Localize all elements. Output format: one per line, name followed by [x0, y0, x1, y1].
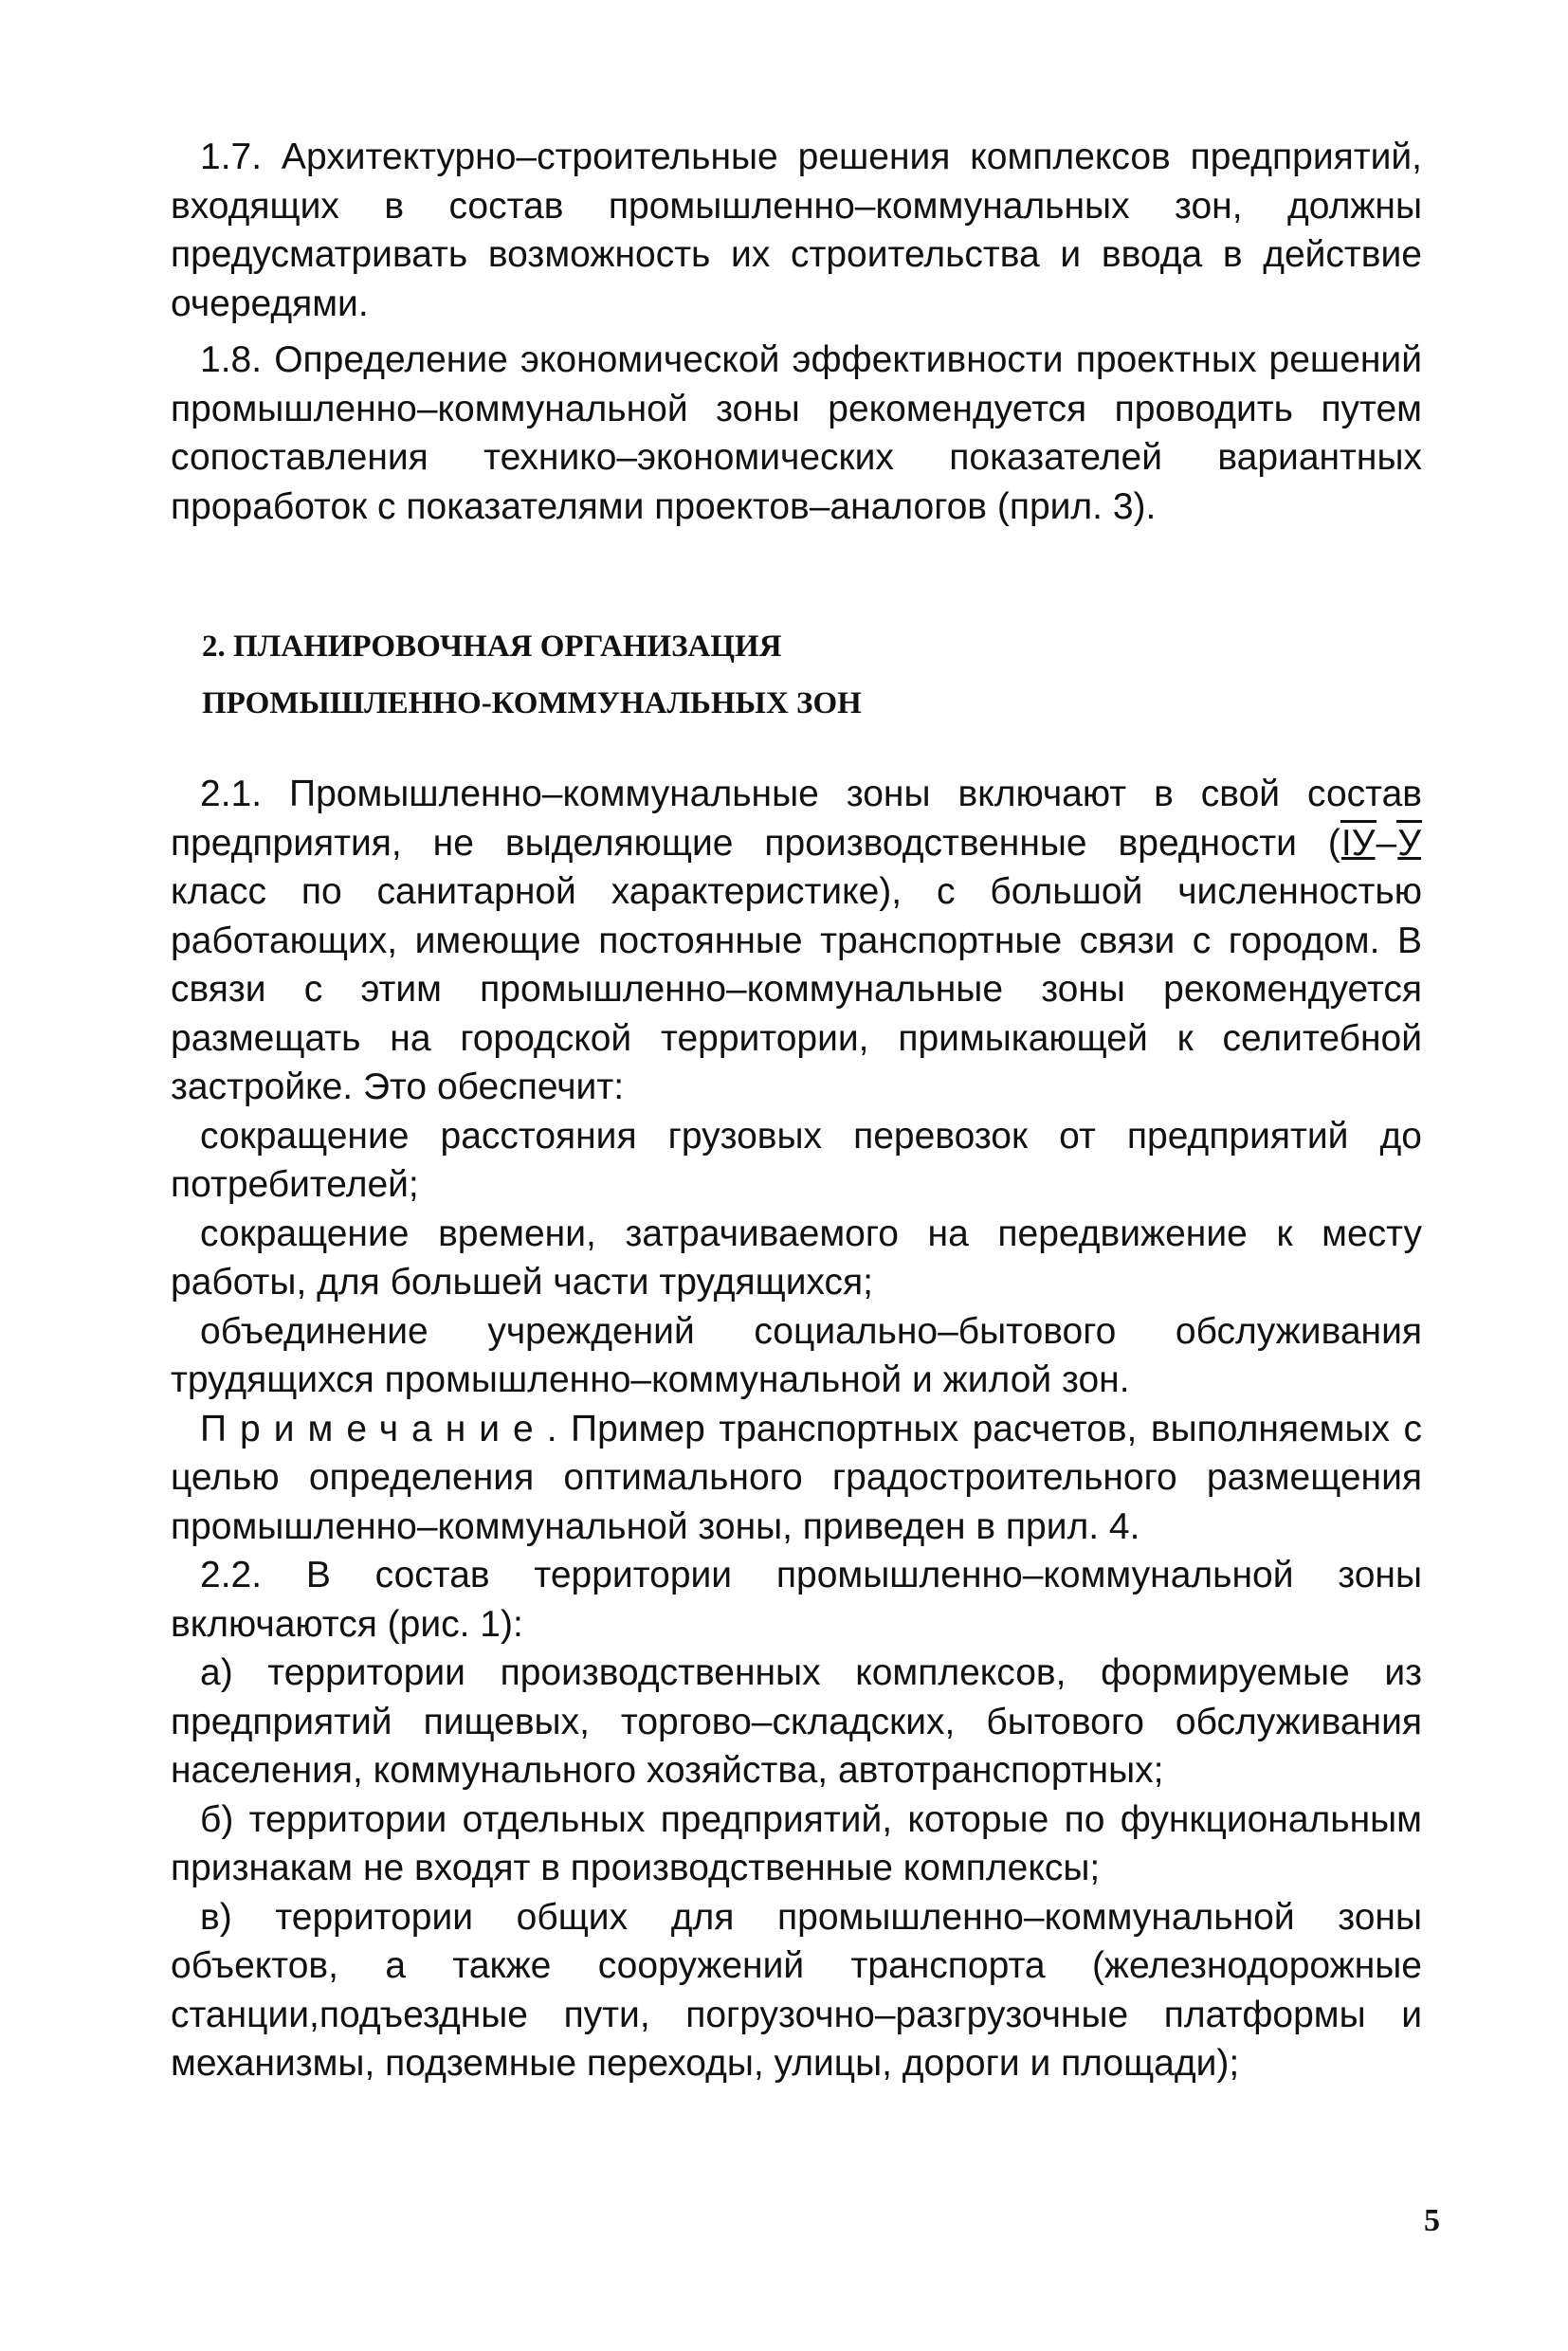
paragraph-2-1-start: 2.1. Промышленно–коммунальные зоны включают в свой состав предприятия, не выделяющие производственные вредности ( [171, 774, 1422, 864]
page-number: 5 [1424, 2203, 1440, 2238]
note-text: . Пример транспортных расчетов, выполняемых с целью определения оптимального градостроительного размещения промышленно–коммунальной зоны, приведен в прил. 4. [171, 1408, 1422, 1547]
paragraph-2-1-end: класс по санитарной характеристике), с большой численностью работающих, имеющие постоянные транспортные связи с городом. В связи с этим промышленно–коммунальные зоны рекомендуется размещать на городской территории, примыкающей к селитебной застройке. Это обеспечит: [171, 871, 1422, 1107]
list-item-a: а) территории производственных комплексов, формируемые из предприятий пищевых, торгово–складских, бытового обслуживания населения, коммунального хозяйства, автотранспортных; [171, 1652, 1422, 1791]
section-heading-line-1: 2. ПЛАНИРОВОЧНАЯ ОРГАНИЗАЦИЯ [202, 629, 782, 664]
class-v-label: У [1396, 820, 1422, 864]
note-paragraph [171, 1405, 1422, 1552]
paragraph-2-1 [171, 770, 1422, 1112]
list-item-b: б) территории отдельных предприятий, которые по функциональным признакам не входят в производственные комплексы; [171, 1798, 1422, 1888]
class-dash: – [1376, 822, 1397, 864]
list-item-time: сокращение времени, затрачиваемого на передвижение к месту работы, для большей части трудящихся; [171, 1212, 1422, 1303]
section-2-body [171, 770, 1422, 2088]
intro-block [171, 133, 1422, 531]
section-heading-line-2: ПРОМЫШЛЕННО-КОММУНАЛЬНЫХ ЗОН [202, 686, 862, 720]
note-label: Примечание [200, 1408, 547, 1449]
class-iv-label: IУ [1340, 820, 1377, 864]
list-item-distance: сокращение расстояния грузовых перевозок от предприятий до потребителей; [171, 1115, 1422, 1205]
paragraph-1-8: 1.8. Определение экономической эффективности проектных решений промышленно–коммунальной зоны рекомендуется проводить путем сопоставления технико–экономических показателей вариантных проработок с показателями проектов–аналогов (прил. 3). [171, 339, 1422, 527]
paragraph-1-7: 1.7. Архитектурно–строительные решения комплексов предприятий, входящих в состав промышленно–коммунальных зон, должны предусматривать возможность их строительства и ввода в действие очередями. [171, 137, 1422, 324]
paragraph-2-2: 2.2. В состав территории промышленно–коммунальной зоны включаются (рис. 1): [171, 1555, 1422, 1645]
list-item-services: объединение учреждений социально–бытового обслуживания трудящихся промышленно–коммунальной и жилой зон. [171, 1310, 1422, 1400]
list-item-c: в) территории общих для промышленно–коммунальной зоны объектов, а также сооружений транспорта (железнодорожные станции,подъездные пути, погрузочно–разгрузочные платформы и механизмы, подземные переходы, улицы, дороги и площади); [171, 1896, 1422, 2084]
